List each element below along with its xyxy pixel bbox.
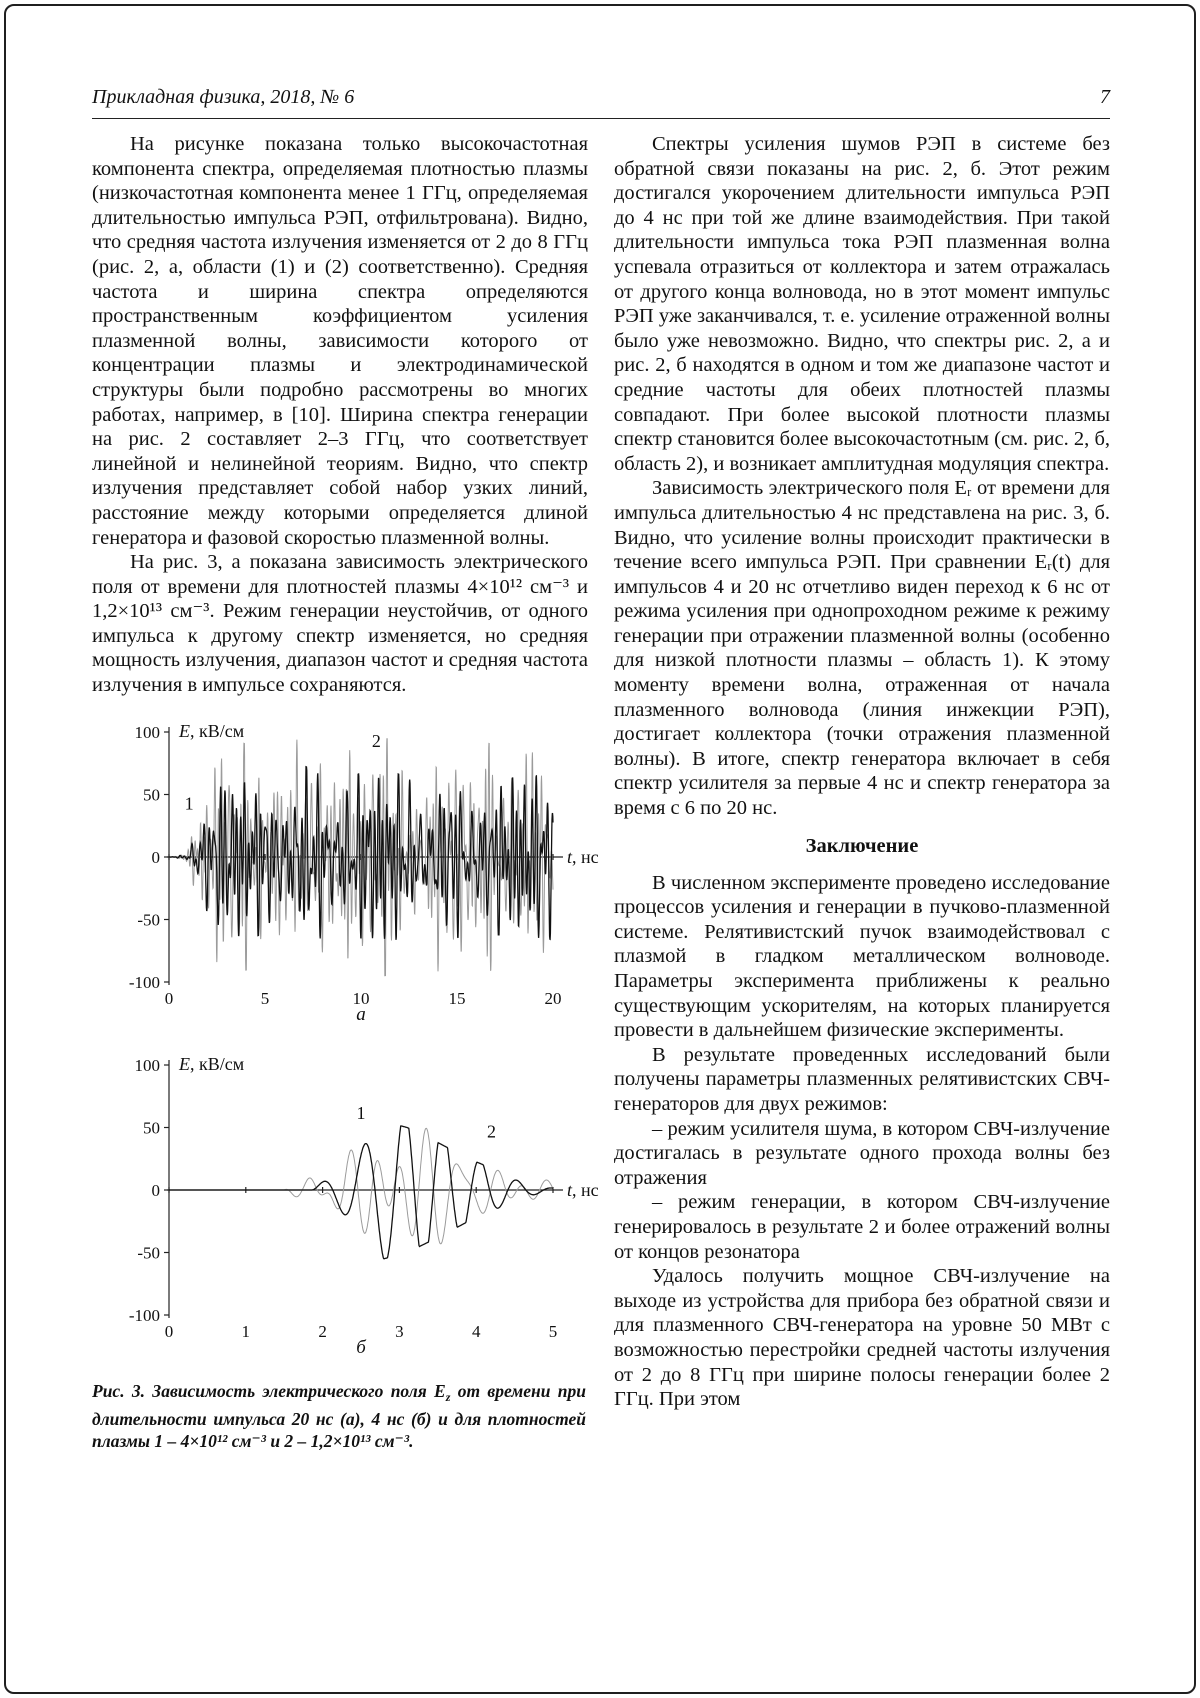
svg-text:15: 15 — [448, 988, 466, 1008]
svg-text:50: 50 — [143, 785, 160, 805]
svg-text:2: 2 — [371, 730, 381, 751]
svg-text:10: 10 — [352, 988, 370, 1008]
svg-text:E, кВ/см: E, кВ/см — [179, 1053, 245, 1074]
journal-title: Прикладная физика, 2018, № 6 — [92, 86, 355, 108]
svg-text:t, нс: t, нс — [567, 846, 599, 867]
figure-3b-chart — [105, 1051, 599, 1359]
figure-3a-chart — [105, 718, 599, 1026]
svg-text:20: 20 — [544, 988, 562, 1008]
svg-text:а: а — [356, 1003, 366, 1025]
svg-text:б: б — [356, 1336, 366, 1358]
caption-symbol: E — [434, 1380, 446, 1401]
page-number: 7 — [1100, 86, 1110, 108]
paragraph: – режим усилителя шума, в котором СВЧ-излучение достигалась в результате одного прохода волны без отражения — [614, 1117, 1110, 1189]
caption-subscript: z — [445, 1389, 451, 1404]
svg-text:-100: -100 — [128, 972, 160, 992]
figure-3b — [92, 1051, 599, 1364]
page — [4, 4, 1196, 1694]
svg-text:0: 0 — [164, 1321, 174, 1341]
svg-text:2: 2 — [318, 1321, 327, 1341]
svg-text:0: 0 — [151, 1180, 160, 1200]
paragraph: В численном эксперименте проведено исследование процессов усиления и генерации в пучково-плазменной системе. Релятивистский пучок взаимодействовал с плазмой в гладком металлическом волноводе. Параметры эксперимента приближены к реально существующим ускорителям, на которых планируется провести в дальнейшем физические эксперименты. — [614, 871, 1110, 1042]
svg-text:1: 1 — [356, 1102, 366, 1123]
svg-text:-50: -50 — [137, 910, 160, 930]
left-column — [92, 132, 599, 1452]
paragraph: Удалось получить мощное СВЧ-излучение на выходе из устройства для прибора без обратной связи и для плазменного СВЧ-генератора на уровне 50 МВт с возможностью перестройки средней частоты излучения от 2 до 8 ГГц при ширине полосы генерации более 2 ГГц. При этом — [614, 1265, 1110, 1411]
svg-text:5: 5 — [260, 988, 270, 1008]
svg-text:-100: -100 — [128, 1305, 160, 1325]
page-header — [92, 86, 1110, 109]
svg-text:50: 50 — [143, 1118, 160, 1138]
svg-text:1: 1 — [184, 793, 194, 814]
paragraph: – режим генерации, в котором СВЧ-излучение генерировалось в результате 2 и более отражений волны от концов резонатора — [614, 1191, 1110, 1263]
svg-text:1: 1 — [241, 1321, 251, 1341]
svg-text:E, кВ/см: E, кВ/см — [179, 720, 245, 741]
svg-text:t, нс: t, нс — [567, 1179, 599, 1200]
svg-text:5: 5 — [548, 1321, 558, 1341]
paragraph: Спектры усиления шумов РЭП в системе без обратной связи показаны на рис. 2, б. Этот режим достигался укорочением длительности импульса РЭП до 4 нс при той же длине взаимодействия. При такой длительности импульса тока РЭП плазменная волна успевала отразиться от коллектора и затем отражалась от другого конца волновода, но в этот момент импульс РЭП уже заканчивался, т. е. усиление отраженной волны было уже невозможно. Видно, что спектры рис. 2, а и рис. 2, б находятся в одном и том же диапазоне частот и средние частоты для обеих плотностей плазмы совпадают. При более высокой плотности плазмы спектр становится более высокочастотным (см. рис. 2, б, область 2), и возникает амплитудная модуляция спектра. — [614, 133, 1110, 475]
svg-text:3: 3 — [395, 1321, 404, 1341]
svg-text:0: 0 — [151, 847, 160, 867]
svg-text:0: 0 — [164, 988, 174, 1008]
svg-text:100: 100 — [134, 1055, 160, 1075]
header-rule — [92, 118, 1110, 119]
svg-text:100: 100 — [134, 722, 160, 742]
content-columns — [92, 132, 1110, 1452]
paragraph: Зависимость электрического поля Eᵣ от времени для импульса длительностью 4 нс представлена на рис. 3, б. Видно, что усиление волны происходит практически в течение всего импульса РЭП. При сравнении Eᵣ(t) для импульсов 4 и 20 нс отчетливо виден переход к 6 нс от режима усиления при однопроходном режиме к режиму генерации при отражении плазменной волны (особенно для низкой плотности плазмы – область 1). К этому моменту времени волна, отраженная от начала плазменного волновода (линия инжекции РЭП), достигает коллектора (точки отражения плазменной волны). В итоге, спектр генератора включает в себя спектр усилителя за первые 4 нс и спектр генератора за время с 6 по 20 нс. — [614, 477, 1110, 820]
conclusion-heading: Заключение — [805, 834, 919, 857]
figure-caption — [92, 1380, 586, 1452]
paragraph: В результате проведенных исследований были получены параметры плазменных релятивистских СВЧ-генераторов для двух режимов: — [614, 1043, 1110, 1115]
right-column — [614, 132, 1110, 1452]
svg-text:-50: -50 — [137, 1243, 160, 1263]
paragraph: На рис. 3, а показана зависимость электрического поля от времени для плотностей плазмы 4×10¹² см⁻³ и 1,2×10¹³ см⁻³. Режим генерации неустойчив, от одного импульса к другому спектр изменяется, но средняя мощность излучения, диапазон частот и средняя частота излучения в импульсе сохраняются. — [92, 551, 588, 697]
svg-text:2: 2 — [487, 1121, 497, 1142]
svg-text:4: 4 — [471, 1321, 481, 1341]
figure-3a — [92, 718, 599, 1031]
paragraph: На рисунке показана только высокочастотная компонента спектра, определяемая плотностью плазмы (низкочастотная компонента менее 1 ГГц, определяемая длительностью импульса РЭП, отфильтрована). Видно, что средняя частота излучения изменяется от 2 до 8 ГГц (рис. 2, а, области (1) и (2) соответственно). Средняя частота и ширина спектра определяются пространственным коэффициентом усиления плазменной волны, зависимости которого от концентрации плазмы и электродинамической структуры были подробно рассмотрены во многих работах, например, в [10]. Ширина спектра генерации на рис. 2 составляет 2–3 ГГц, что соответствует линейной и нелинейной теориям. Видно, что спектр излучения представляет собой набор узких линий, расстояние между которыми определяется длиной генератора и фазовой скоростью плазменной волны. — [92, 133, 588, 549]
caption-text-lead: Рис. 3. Зависимость электрического поля — [92, 1380, 435, 1401]
caption-text-rest: от времени при длительности импульса 20 нс (а), 4 нс (б) и для плотностей плазмы 1 – 4×10¹² см⁻³ и 2 – 1,2×10¹³ см⁻³. — [92, 1380, 587, 1451]
